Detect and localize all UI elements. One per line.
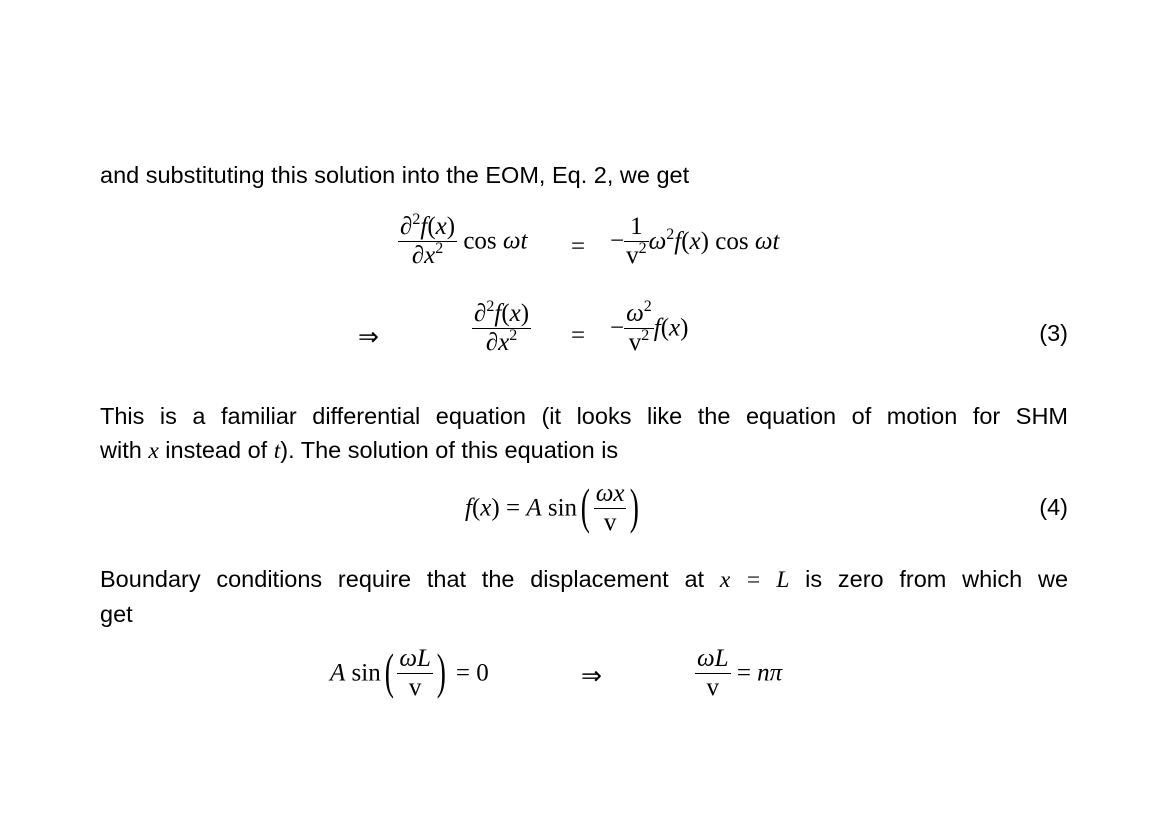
equation-4: f(x) = A sin( $\frac{\omega x}{v}$ )	[465, 477, 640, 536]
boundary-equation-right: $\frac{\omega L}{v}$ = nπ	[697, 645, 783, 701]
equals-sign: =	[571, 322, 586, 349]
boundary-conditions-paragraph	[100, 562, 1068, 631]
equation-number-3: (3)	[1039, 320, 1068, 346]
paragraph-line: get	[100, 601, 133, 627]
second-derivative-fraction: $\frac{\partial^2f(x)}{\partial x^2}$	[400, 211, 456, 269]
differential-equation-paragraph	[100, 399, 1068, 468]
equals-sign: =	[571, 233, 586, 260]
boundary-equation-left: A sin( $\frac{\omega L}{v}$ ) = 0	[330, 642, 489, 701]
equation-number-4: (4)	[1039, 494, 1068, 520]
equation-3b: $\frac{\partial^2f(x)}{\partial x^2}$	[474, 298, 530, 356]
implies-arrow: ⇒	[581, 663, 602, 690]
implies-arrow: ⇒	[358, 324, 379, 351]
paragraph-line: This is a familiar differential equation (it looks like the equation of motion for SHM	[100, 403, 1068, 429]
equation-3b-rhs: − $\frac{\omega^2}{v^2}$ f(x)	[610, 298, 689, 356]
equation-3a: $\frac{\partial^2f(x)}{\partial x^2}$ cos ωt	[400, 211, 528, 269]
intro-sentence: and substituting this solution into the EOM, Eq. 2, we get	[100, 162, 690, 188]
paragraph-line: Boundary conditions require that the displacement at x = L is zero from which we	[100, 566, 1069, 593]
paragraph-line: with x instead of t). The solution of this equation is	[100, 437, 619, 464]
equation-3a-rhs: − $\frac{1}{v^2}$ $\omega^2f(x)$ cos ωt	[610, 213, 780, 269]
